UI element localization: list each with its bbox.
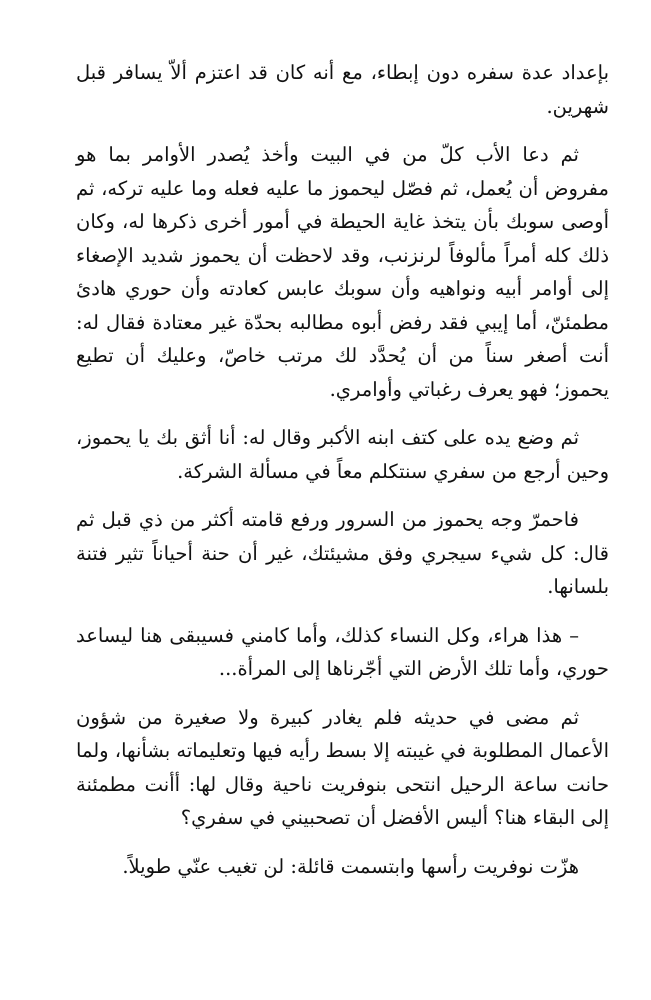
paragraph-1: بإعداد عدة سفره دون إبطاء، مع أنه كان قد اعتزم ألاّ يسافر قبل شهرين.	[76, 61, 609, 118]
page-body	[76, 56, 609, 898]
paragraph-3: ثم وضع يده على كتف ابنه الأكبر وقال له: أنا أثق بك يا يحموز، وحين أرجع من سفري سنتكلم معاً في مسألة الشركة.	[76, 426, 609, 483]
paragraph-7: هزّت نوفريت رأسها وابتسمت قائلة: لن تغيب عنّي طويلاً.	[122, 854, 579, 878]
paragraph-4: فاحمرّ وجه يحموز من السرور ورفع قامته أكثر من ذي قبل ثم قال: كل شيء سيجري وفق مشيئتك، غير أن حنة أحياناً تثير فتنة بلسانها.	[76, 508, 609, 598]
paragraph-5-dialogue: – هذا هراء، وكل النساء كذلك، وأما كامني فسيبقى هنا ليساعد حوري، وأما تلك الأرض التي أجّرناها إلى المرأة...	[76, 623, 609, 680]
paragraph-2: ثم دعا الأب كلّ من في البيت وأخذ يُصدر الأوامر بما هو مفروض أن يُعمل، ثم فصّل ليحموز ما عليه فعله وما عليه تركه، ثم أوصى سوبك بأن يتخذ غاية الحيطة في أمور أخرى ذكرها له، وكان ذلك كله أمراً مألوفاً لرنزنب، وقد لاحظت أن يحموز شديد الإصغاء إلى أوامر أبيه ونواهيه وأن سوبك عابس كعادته وأن حوري هادئ مطمئنّ، أما إيبي فقد رفض أبوه مطالبه بحدّة غير معتادة فقال له: أنت أصغر سناً من أن يُحدَّد لك مرتب خاصّ، وعليك أن تطيع يحموز؛ فهو يعرف رغباتي وأوامري.	[76, 143, 609, 401]
paragraph-6: ثم مضى في حديثه فلم يغادر كبيرة ولا صغيرة من شؤون الأعمال المطلوبة في غيبته إلا بسط رأيه فيها وتعليماته بشأنها، ولما حانت ساعة الرحيل انتحى بنوفريت ناحية وقال لها: أأنت مطمئنة إلى البقاء هنا؟ أليس الأفضل أن تصحبيني في سفري؟	[76, 705, 609, 829]
